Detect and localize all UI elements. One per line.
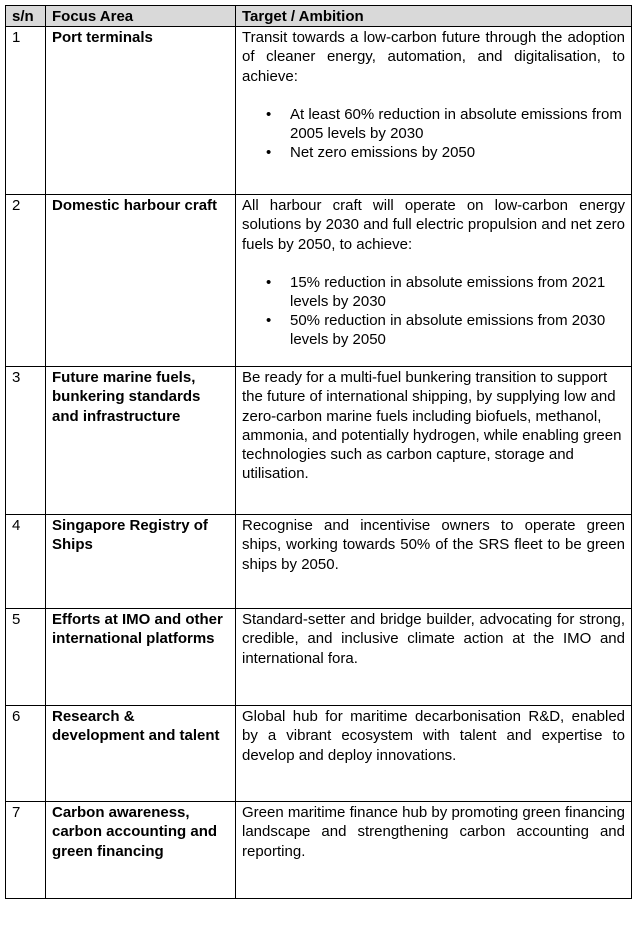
target-text: All harbour craft will operate on low-carbon energy solutions by 2030 and full electric propulsion and net zero fuels by 2050, to achieve: xyxy=(242,197,625,253)
target-bullet-list xyxy=(242,105,625,163)
target-text: Transit towards a low-carbon future through the adoption of cleaner energy, automation, and digitalisation, to achieve: xyxy=(242,29,625,85)
table-row xyxy=(6,515,632,609)
target-cell: Be ready for a multi-fuel bunkering transition to support the future of international shipping, by supplying low and zero-carbon marine fuels including biofuels, methanol, ammonia, and potentially hydrogen, while enabling green technologies such as carbon capture, storage and utilisation. xyxy=(236,367,632,515)
bullet-text: 15% reduction in absolute emissions from 2021 levels by 2030 xyxy=(290,273,606,311)
focus-area-cell: Singapore Registry of Ships xyxy=(46,515,236,609)
bullet-dot-icon: • xyxy=(266,312,272,330)
row-number: 7 xyxy=(6,802,46,899)
target-cell: Recognise and incentivise owners to operate green ships, working towards 50% of the SRS fleet to be green ships by 2050. xyxy=(236,515,632,609)
bullet-item xyxy=(266,105,625,143)
table-row xyxy=(6,195,632,367)
target-cell: Standard-setter and bridge builder, advocating for strong, credible, and inclusive climate action at the IMO and international fora. xyxy=(236,609,632,706)
row-number: 4 xyxy=(6,515,46,609)
table-row xyxy=(6,802,632,899)
bullet-text: At least 60% reduction in absolute emissions from 2005 levels by 2030 xyxy=(290,105,622,143)
target-cell xyxy=(236,27,632,195)
bullet-item xyxy=(266,273,625,311)
focus-area-cell: Carbon awareness, carbon accounting and green financing xyxy=(46,802,236,899)
focus-area-table xyxy=(5,5,632,899)
bullet-dot-icon: • xyxy=(266,105,272,123)
target-bullet-list xyxy=(242,273,625,350)
focus-area-cell: Port terminals xyxy=(46,27,236,195)
target-cell: Green maritime finance hub by promoting green financing landscape and strengthening carbon accounting and reporting. xyxy=(236,802,632,899)
header-focus-area: Focus Area xyxy=(46,6,236,27)
focus-area-cell: Future marine fuels, bunkering standards and infrastructure xyxy=(46,367,236,515)
table-header-row xyxy=(6,6,632,27)
header-sn: s/n xyxy=(6,6,46,27)
bullet-dot-icon: • xyxy=(266,144,272,162)
table-row xyxy=(6,706,632,802)
bullet-text: 50% reduction in absolute emissions from 2030 levels by 2050 xyxy=(290,312,606,349)
focus-area-cell: Efforts at IMO and other international platforms xyxy=(46,609,236,706)
row-number: 1 xyxy=(6,27,46,195)
table-row xyxy=(6,27,632,195)
row-number: 3 xyxy=(6,367,46,515)
focus-area-cell: Research & development and talent xyxy=(46,706,236,802)
row-number: 2 xyxy=(6,195,46,367)
bullet-item xyxy=(266,143,625,162)
bullet-text: Net zero emissions by 2050 xyxy=(290,144,476,162)
header-target: Target / Ambition xyxy=(236,6,632,27)
focus-area-cell: Domestic harbour craft xyxy=(46,195,236,367)
target-cell xyxy=(236,195,632,367)
target-cell: Global hub for maritime decarbonisation R&D, enabled by a vibrant ecosystem with talent and expertise to develop and deploy innovations. xyxy=(236,706,632,802)
row-number: 6 xyxy=(6,706,46,802)
bullet-dot-icon: • xyxy=(266,273,272,291)
table-row xyxy=(6,609,632,706)
table-row xyxy=(6,367,632,515)
bullet-item xyxy=(266,311,625,349)
row-number: 5 xyxy=(6,609,46,706)
